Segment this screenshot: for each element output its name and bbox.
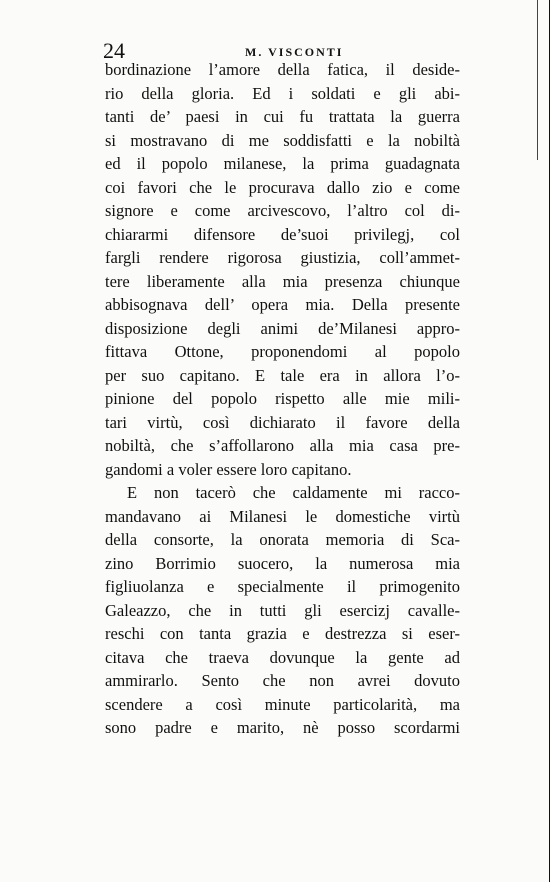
text-line: figliuolanza e specialmente il primogenito: [105, 577, 460, 596]
body-text: [105, 58, 460, 740]
text-line: fittava Ottone, proponendomi al popolo: [105, 342, 460, 361]
page-edge-shadow: [537, 0, 538, 160]
running-head: M. VISCONTI: [245, 45, 344, 59]
text-line: citava che traeva dovunque la gente ad: [105, 647, 460, 667]
paragraph-2: [105, 481, 460, 740]
text-line: gandomi a voler essere loro capitano.: [105, 459, 352, 479]
text-line: mandavano ai Milanesi le domestiche virtù: [105, 506, 460, 526]
page-number: 24: [103, 38, 125, 63]
text-line: bordinazione l’amore della fatica, il deside-: [105, 60, 460, 79]
text-line: per suo capitano. E tale era in allora l’o-: [105, 365, 460, 385]
text-line: coi favori che le procurava dallo zio e come: [105, 177, 460, 197]
text-line: si mostravano di me soddisfatti e la nobiltà: [105, 130, 460, 150]
text-line: abbisognava dell’ opera mia. Della presente: [105, 295, 460, 314]
text-line: sono padre e marito, nè posso scordarmi: [105, 718, 460, 737]
text-line: nobiltà, che s’affollarono alla mia casa pre-: [105, 436, 460, 455]
text-line: della consorte, la onorata memoria di Sca-: [105, 530, 460, 549]
text-line: reschi con tanta grazia e destrezza si eser-: [105, 624, 460, 643]
text-line: tanti de’ paesi in cui fu trattata la guerra: [105, 107, 460, 126]
text-line: tari virtù, così dichiarato il favore della: [105, 412, 460, 432]
text-line: ammirarlo. Sento che non avrei dovuto: [105, 671, 460, 690]
text-line: chiararmi difensore de’suoi privilegj, col: [105, 224, 460, 244]
text-line: tere liberamente alla mia presenza chiunque: [105, 271, 460, 291]
text-line: rio della gloria. Ed i soldati e gli abi-: [105, 83, 460, 103]
text-line: Galeazzo, che in tutti gli esercizj cavalle-: [105, 600, 460, 620]
text-line: ed il popolo milanese, la prima guadagnata: [105, 154, 460, 173]
text-line: E non tacerò che caldamente mi racco-: [127, 483, 460, 502]
text-line: zino Borrimio suocero, la numerosa mia: [105, 553, 460, 573]
text-line: pinione del popolo rispetto alle mie mili-: [105, 389, 460, 408]
text-line: signore e come arcivescovo, l’altro col di-: [105, 201, 460, 220]
text-line: fargli rendere rigorosa giustizia, coll’ammet-: [105, 248, 460, 267]
paragraph-1: [105, 58, 460, 481]
text-line: scendere a così minute particolarità, ma: [105, 694, 460, 714]
text-line: disposizione degli animi de’Milanesi appro-: [105, 318, 460, 338]
